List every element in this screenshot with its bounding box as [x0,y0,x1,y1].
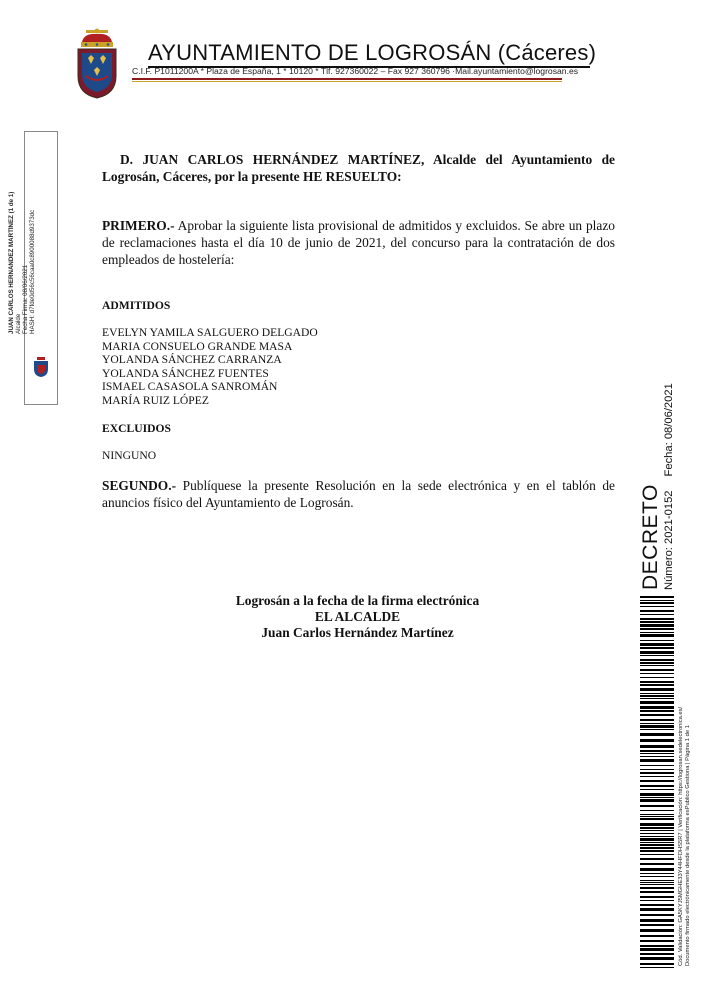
barcode-bar [640,844,674,846]
barcode-bar [640,634,674,637]
stamp-crest-icon [32,356,50,378]
barcode-bar [640,833,674,834]
barcode-bar [640,823,674,826]
barcode-bar [640,797,674,798]
barcode-bar [640,739,674,742]
barcode-bar [640,850,674,852]
barcode-bar [640,884,674,885]
barcode-bar [640,710,674,712]
barcode-bar [640,953,674,955]
barcode-bar [640,967,674,968]
barcode-bar [640,830,674,831]
barcode-bar [640,863,674,865]
barcode-bar [640,854,674,855]
barcode-bar [640,624,674,627]
barcode-bar [640,793,674,796]
barcode-bar [640,729,674,730]
excluidos-heading: EXCLUIDOS [102,422,171,435]
admitidos-heading: ADMITIDOS [102,299,171,312]
barcode-bar [640,673,674,674]
barcode-bar [640,882,674,883]
list-item: ISMAEL CASASOLA SANROMÁN [102,380,278,394]
barcode-bar [640,799,674,802]
barcode-bar [640,896,674,898]
barcode-bar [640,723,674,724]
barcode-bar [640,618,674,620]
barcode-bar [640,665,674,666]
barcode-bar [640,880,674,881]
barcode-bar [640,805,674,807]
barcode-bar [640,659,674,661]
barcode-icon [640,596,674,968]
segundo-paragraph [102,477,615,511]
stamp-date: Fecha Firma: 08/06/2021 [22,264,29,334]
segundo-label: SEGUNDO.- [102,478,177,493]
primero-text: Aprobar la siguiente lista provisional de admitidos y excluidos. Se abre un plazo de reclamaciones hasta el día 10 de junio de 2021, del concurso para la contratación de dos empleados de hostelería: [102,218,615,267]
list-item: YOLANDA SÁNCHEZ CARRANZA [102,353,282,367]
barcode-bar [640,602,674,604]
barcode-bar [640,688,674,691]
barcode-bar [640,614,674,615]
barcode-bar [640,655,674,656]
barcode-bar [640,948,674,951]
signature-name: Juan Carlos Hernández Martínez [261,625,454,640]
barcode-bar [640,940,674,942]
barcode-bar [640,908,674,911]
admitidos-list [102,326,318,408]
barcode-bar [640,935,674,937]
barcode-bar [640,873,674,874]
barcode-bar [640,693,674,694]
barcode-bar [640,750,674,752]
barcode-bar [640,695,674,697]
verification-text [678,636,692,966]
header-rule [132,78,562,80]
barcode-bar [640,701,674,704]
barcode-bar [640,756,674,757]
barcode-bar [640,733,674,736]
barcode-bar [640,596,674,598]
barcode-bar [640,662,674,664]
barcode-bar [640,827,674,829]
decree-meta [662,380,676,590]
signature-role: EL ALCALDE [314,609,401,624]
barcode-bar [640,628,674,630]
barcode-bar [640,789,674,790]
barcode-bar [640,745,674,748]
page-title: AYUNTAMIENTO DE LOGROSÁN (Cáceres) [148,40,597,65]
coat-of-arms-icon [74,28,120,100]
decree-number: Número: 2021-0152 [663,490,675,590]
barcode-bar [640,647,674,649]
barcode-bar [640,765,674,766]
barcode-bar [640,669,674,671]
barcode-bar [640,919,674,922]
stamp-signer: JUAN CARLOS HERNÁNDEZ MARTÍNEZ (1 de 1) [8,191,15,334]
barcode-bar [640,651,674,654]
barcode-bar [640,842,674,843]
signature-block [150,593,565,641]
barcode-bar [640,785,674,787]
barcode-bar [640,621,674,623]
barcode-bar [640,887,674,889]
decree-intro: D. JUAN CARLOS HERNÁNDEZ MARTÍNEZ, Alcalde del Ayuntamiento de Logrosán, Cáceres, por la presente HE RESUELTO: [102,152,615,184]
barcode-bar [640,868,674,871]
barcode-bar [640,776,674,777]
signature-stamp-text [8,164,36,334]
barcode-bar [640,891,674,893]
barcode-bar [640,719,674,721]
primero-label: PRIMERO.- [102,218,175,233]
barcode-bar [640,610,674,612]
barcode-bar [640,957,674,960]
barcode-bar [640,714,674,716]
segundo-text: Publíquese la presente Resolución en la sede electrónica y en el tablón de anuncios físico del Ayuntamiento de Logrosán. [102,478,615,510]
barcode-bar [640,914,674,916]
decree-date: Fecha: 08/06/2021 [663,383,675,477]
barcode-bar [640,759,674,762]
header-contact-info: C.I.F. P1011200A * Plaza de España, 1 * 10120 * Tlf. 927360022 – Fax 927 360796 ·Mail.ayuntamiento@logrosan.es [132,66,579,76]
barcode-bar [640,904,674,906]
barcode-bar [640,677,674,678]
barcode-bar [640,814,674,815]
barcode-bar [640,632,674,633]
barcode-bar [640,816,674,817]
verification-platform: Documento firmado electrónicamente desde la plataforma esPublico Gestiona | Página 1 de 1 [685,725,691,966]
barcode-bar [640,772,674,774]
list-item: YOLANDA SÁNCHEZ FUENTES [102,366,269,380]
decree-word: DECRETO [639,484,662,590]
excluidos-value: NINGUNO [102,449,157,462]
header-rule-accent [132,81,562,82]
verification-code: Cód. Validación: GA5KYJ5MGHE33Y44HFDHS5R7 | Verificación: https://logrosan.sedelectronica.es/ [678,706,684,966]
barcode-bar [640,810,674,811]
signature-place-date: Logrosán a la fecha de la firma electrónica [235,593,480,608]
barcode-bar [640,963,674,965]
barcode-bar [640,945,674,947]
barcode-bar [640,780,674,782]
barcode-bar [640,706,674,709]
barcode-bar [640,838,674,841]
barcode-bar [640,640,674,641]
list-item: MARIA CONSUELO GRANDE MASA [102,339,293,353]
barcode-bar [640,684,674,686]
barcode-bar [640,753,674,754]
barcode-bar [640,818,674,820]
list-item: EVELYN YAMILA SALGUERO DELGADO [102,326,318,339]
barcode-bar [640,769,674,770]
barcode-bar [640,876,674,877]
primero-paragraph [102,217,615,268]
list-item: MARÍA RUIZ LÓPEZ [102,393,209,407]
barcode-bar [640,600,674,601]
barcode-bar [640,900,674,901]
barcode-bar [640,836,674,837]
stamp-hash: HASH: d7fde0d56c56caa0c8900088d9373dc [29,209,36,334]
barcode-bar [640,847,674,849]
barcode-bar [640,698,674,699]
barcode-bar [640,929,674,932]
barcode-bar [640,725,674,728]
barcode-bar [640,924,674,926]
decree-side-label [640,380,676,590]
barcode-bar [640,858,674,860]
stamp-role: Alcalde [15,313,22,334]
barcode-bar [640,643,674,646]
barcode-bar [640,606,674,607]
barcode-bar [640,681,674,683]
